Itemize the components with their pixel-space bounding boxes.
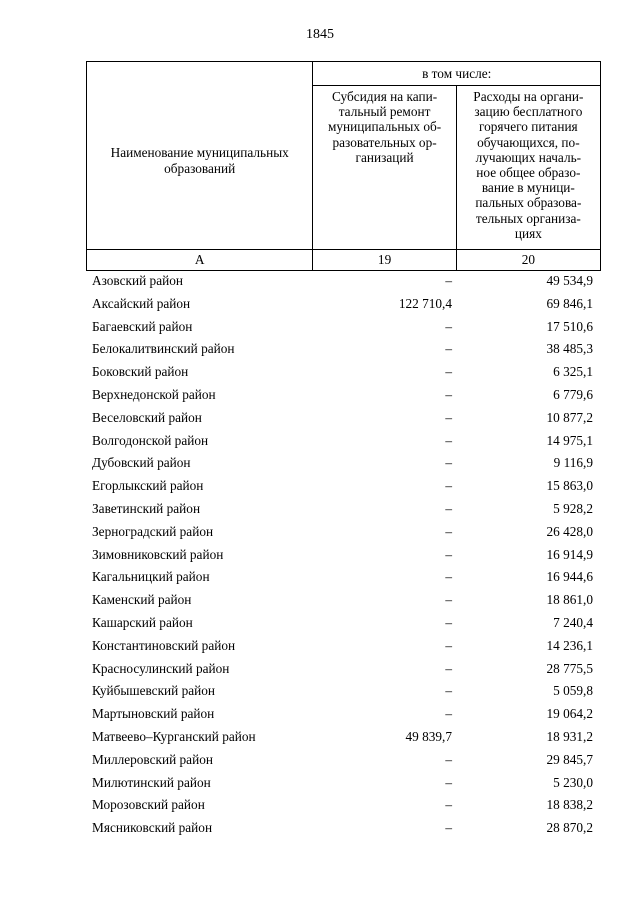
- district-name: Кагальницкий район: [92, 569, 210, 585]
- district-name: Егорлыкский район: [92, 478, 204, 494]
- table-row: [86, 296, 601, 319]
- meals-value: 5 230,0: [553, 774, 593, 790]
- meals-value: 69 846,1: [546, 295, 593, 311]
- meals-value: 38 485,3: [546, 341, 593, 357]
- col19-header-text: Субсидия на капи- тальный ремонт муниципальных об- разовательных ор- ганизаций: [327, 89, 442, 165]
- district-name: Константиновский район: [92, 637, 236, 653]
- district-name: Милютинский район: [92, 774, 211, 790]
- meals-value: 5 059,8: [553, 683, 593, 699]
- col20-header: [456, 86, 600, 250]
- col19-header: [313, 86, 456, 250]
- district-name: Белокалитвинский район: [92, 341, 235, 357]
- table-row: [86, 820, 601, 843]
- meals-value: 18 931,2: [546, 728, 593, 744]
- table-row: [86, 592, 601, 615]
- district-name: Красносулинский район: [92, 660, 230, 676]
- table-row: [86, 341, 601, 364]
- table-row: [86, 547, 601, 570]
- district-name: Зимовниковский район: [92, 546, 224, 562]
- table-row: [86, 319, 601, 342]
- district-name: Куйбышевский район: [92, 683, 216, 699]
- meals-value: 10 877,2: [546, 409, 593, 425]
- district-name: Веселовский район: [92, 409, 202, 425]
- meals-value: 15 863,0: [546, 478, 593, 494]
- col-index-a: А: [87, 250, 313, 271]
- meals-value: 6 779,6: [553, 386, 593, 402]
- meals-value: 29 845,7: [546, 751, 593, 767]
- subsidy-value: –: [445, 706, 452, 722]
- table-row: [86, 478, 601, 501]
- meals-value: 18 861,0: [546, 592, 593, 608]
- district-name: Мясниковский район: [92, 820, 213, 836]
- table-row: [86, 638, 601, 661]
- subsidy-value: –: [445, 820, 452, 836]
- name-column-header-text: Наименование муниципальных образований: [110, 145, 289, 176]
- subsidy-value: –: [445, 523, 452, 539]
- meals-value: 16 944,6: [546, 569, 593, 585]
- table-row: [86, 364, 601, 387]
- subsidy-value: –: [445, 546, 452, 562]
- subsidy-value: 122 710,4: [398, 295, 452, 311]
- subsidy-value: 49 839,7: [405, 728, 452, 744]
- district-name: Морозовский район: [92, 797, 205, 813]
- subsidy-value: –: [445, 751, 452, 767]
- subsidy-value: –: [445, 409, 452, 425]
- meals-value: 26 428,0: [546, 523, 593, 539]
- meals-value: 14 975,1: [546, 432, 593, 448]
- table-row: [86, 775, 601, 798]
- district-name: Аксайский район: [92, 295, 191, 311]
- subsidy-value: –: [445, 614, 452, 630]
- district-name: Волгодонской район: [92, 432, 209, 448]
- meals-value: 28 870,2: [546, 820, 593, 836]
- meals-value: 19 064,2: [546, 706, 593, 722]
- table-row: [86, 661, 601, 684]
- subsidy-value: –: [445, 432, 452, 448]
- col20-header-text: Расходы на органи- зацию бесплатного горячего питания обучающихся, по- лучающих началь- ное общее образо- вание в муници- пальных образова- тельных организа- циях: [473, 89, 584, 241]
- meals-value: 18 838,2: [546, 797, 593, 813]
- table-row: [86, 524, 601, 547]
- meals-value: 9 116,9: [553, 455, 593, 471]
- subsidy-value: –: [445, 774, 452, 790]
- district-name: Боковский район: [92, 364, 189, 380]
- subsidy-value: –: [445, 318, 452, 334]
- district-name: Матвеево–Курганский район: [92, 728, 256, 744]
- district-name: Багаевский район: [92, 318, 193, 334]
- district-name: Зерноградский район: [92, 523, 214, 539]
- meals-value: 5 928,2: [553, 500, 593, 516]
- subsidy-value: –: [445, 478, 452, 494]
- district-name: Каменский район: [92, 592, 192, 608]
- subsidy-value: –: [445, 364, 452, 380]
- table-row: [86, 501, 601, 524]
- page-number: 1845: [306, 27, 334, 42]
- subsidy-value: –: [445, 500, 452, 516]
- table-row: [86, 410, 601, 433]
- subsidy-value: –: [445, 273, 452, 288]
- district-name: Верхнедонской район: [92, 386, 216, 402]
- table-row: [86, 273, 601, 296]
- meals-value: 16 914,9: [546, 546, 593, 562]
- subsidy-value: –: [445, 569, 452, 585]
- meals-value: 28 775,5: [546, 660, 593, 676]
- table-row: [86, 752, 601, 775]
- subsidy-value: –: [445, 592, 452, 608]
- meals-value: 49 534,9: [546, 273, 593, 288]
- subsidy-value: –: [445, 455, 452, 471]
- meals-value: 14 236,1: [546, 637, 593, 653]
- meals-value: 7 240,4: [553, 614, 593, 630]
- table-header: [86, 61, 601, 271]
- table-row: [86, 615, 601, 638]
- subsidy-value: –: [445, 341, 452, 357]
- subsidy-value: –: [445, 683, 452, 699]
- name-column-header: [87, 62, 313, 250]
- table-body: [86, 273, 601, 843]
- meals-value: 17 510,6: [546, 318, 593, 334]
- table-row: [86, 387, 601, 410]
- subsidy-value: –: [445, 797, 452, 813]
- including-header: в том числе:: [313, 62, 601, 86]
- table-row: [86, 455, 601, 478]
- table-row: [86, 569, 601, 592]
- district-name: Кашарский район: [92, 614, 193, 630]
- col-index-20: 20: [456, 250, 600, 271]
- table-row: [86, 729, 601, 752]
- district-name: Заветинский район: [92, 500, 201, 516]
- subsidy-value: –: [445, 386, 452, 402]
- meals-value: 6 325,1: [553, 364, 593, 380]
- subsidy-value: –: [445, 660, 452, 676]
- table-row: [86, 683, 601, 706]
- district-name: Дубовский район: [92, 455, 191, 471]
- col-index-19: 19: [313, 250, 456, 271]
- district-name: Миллеровский район: [92, 751, 213, 767]
- table-row: [86, 797, 601, 820]
- subsidy-value: –: [445, 637, 452, 653]
- table-row: [86, 706, 601, 729]
- district-name: Мартыновский район: [92, 706, 215, 722]
- table-row: [86, 433, 601, 456]
- district-name: Азовский район: [92, 273, 183, 288]
